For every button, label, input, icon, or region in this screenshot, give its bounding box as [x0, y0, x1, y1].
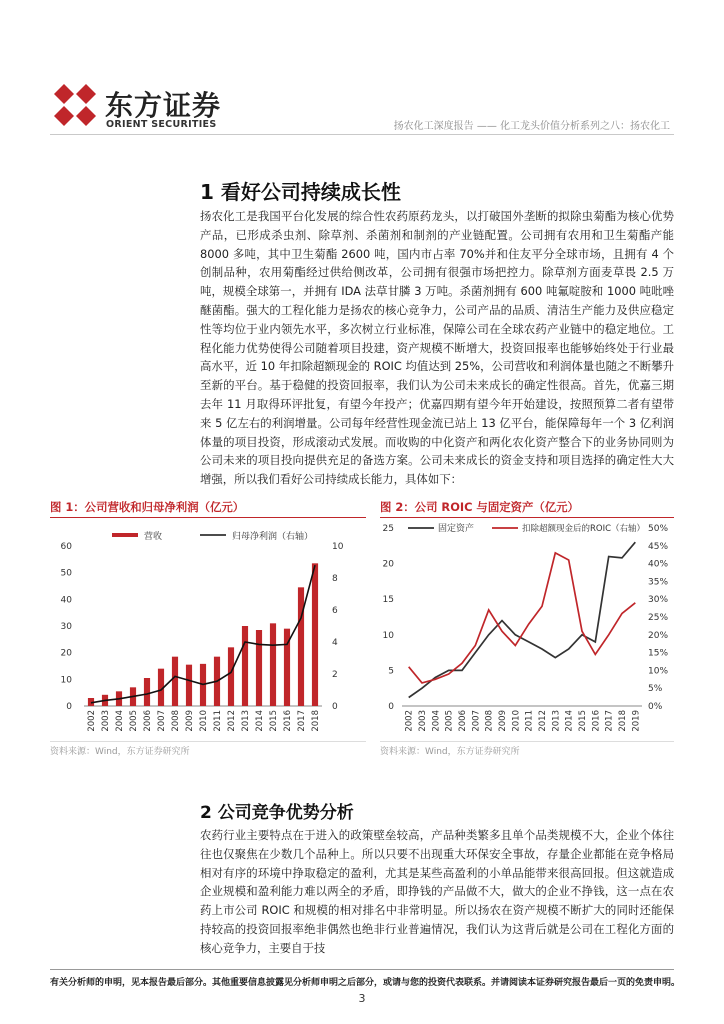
figure-1-chart	[50, 520, 366, 742]
x-tick-label: 2018	[311, 710, 321, 732]
figure-1-source: 资料来源：Wind，东方证券研究所	[50, 747, 190, 757]
logo-mark-icon	[50, 80, 100, 130]
company-logo	[50, 80, 100, 130]
section-2-paragraph: 农药行业主要特点在于进入的政策壁垒较高，产品种类繁多且单个品类规模不大，企业个体往往也仅聚焦在少数几个品种上。所以只要不出现重大环保安全事故，存量企业都能在竞争格局相对有序的环境中挣取稳定的盈利，尤其是某些高盈利的小单品能带来很高回报。但这就造成企业规模和盈利能力难以两全的矛盾，即挣钱的产品做不大，做大的企业不挣钱，这一点在农药上市公司 ROIC 和规模的相对排名中非常明显。所以扬农在资产规模不断扩大的同时还能保持较高的投资回报率绝非偶然也绝非行业普遍情况，我们认为这背后就是公司在工程化方面的核心竞争力，主要自于技	[200, 828, 674, 955]
y-left-tick-label: 30	[60, 622, 72, 632]
y-right-tick-label: 25%	[648, 613, 669, 623]
brand-name-cn: 东方证券	[105, 89, 222, 122]
x-tick-label: 2004	[115, 710, 125, 732]
y-left-tick-label: 25	[382, 524, 394, 534]
x-tick-label: 2009	[185, 710, 195, 732]
x-tick-label: 2016	[591, 710, 602, 732]
x-tick-label: 2015	[269, 710, 279, 732]
revenue-bar	[298, 587, 304, 706]
figure-1-title: 图 1：公司营收和归母净利润（亿元）	[50, 500, 245, 514]
figure-2-rule	[380, 517, 674, 518]
x-tick-label: 2012	[227, 710, 237, 732]
figure-1-rule	[50, 517, 366, 518]
y-left-tick-label: 20	[382, 559, 394, 570]
footer-disclaimer: 有关分析师的申明，见本报告最后部分。其他重要信息披露见分析师申明之后部分，或请与您的投资代表联系。并请阅读本证券研究报告最后一页的免责申明。	[50, 978, 681, 988]
brand-name-en: ORIENT SECURITIES	[106, 119, 217, 130]
x-tick-label: 2004	[431, 710, 442, 732]
y-right-tick-label: 10%	[648, 666, 669, 677]
footer-divider	[50, 969, 674, 970]
x-tick-label: 2018	[618, 710, 628, 732]
x-tick-label: 2014	[564, 710, 575, 732]
x-tick-label: 2008	[171, 710, 181, 732]
y-right-tick-label: 20%	[648, 630, 669, 641]
y-right-tick-label: 4	[332, 638, 338, 648]
y-right-tick-label: 10	[332, 542, 344, 552]
report-title: 扬农化工深度报告 —— 化工龙头价值分析系列之八：扬农化工	[393, 121, 670, 132]
x-tick-label: 2003	[101, 710, 111, 732]
x-tick-label: 2008	[484, 710, 495, 732]
x-tick-label: 2010	[511, 710, 522, 732]
y-right-tick-label: 2	[332, 670, 338, 680]
figure-1-source-rule	[50, 741, 366, 742]
x-tick-label: 2014	[255, 710, 265, 732]
revenue-bar	[186, 665, 192, 706]
x-tick-label: 2009	[498, 710, 508, 732]
y-right-tick-label: 5%	[648, 684, 663, 695]
x-tick-label: 2017	[297, 710, 307, 732]
y-right-tick-label: 15%	[648, 648, 669, 659]
x-tick-label: 2006	[458, 710, 468, 732]
x-tick-label: 2013	[241, 710, 251, 732]
y-right-tick-label: 6	[332, 606, 338, 616]
legend-label-roic: 扣除超额现金后的ROIC（右轴）	[522, 524, 646, 534]
figure-2-source-rule	[380, 741, 674, 742]
x-tick-label: 2011	[524, 710, 535, 732]
page-number: 3	[358, 992, 366, 1005]
y-left-tick-label: 40	[60, 595, 72, 606]
x-tick-label: 2005	[129, 710, 139, 732]
x-tick-label: 2010	[199, 710, 209, 732]
y-left-tick-label: 15	[382, 595, 394, 606]
legend-label-fixed-assets: 固定资产	[438, 524, 475, 534]
x-tick-label: 2015	[578, 710, 588, 732]
y-right-tick-label: 8	[332, 574, 338, 584]
y-left-tick-label: 50	[60, 568, 72, 579]
x-tick-label: 2017	[604, 710, 615, 732]
x-tick-label: 2012	[538, 710, 548, 732]
x-tick-label: 2007	[471, 710, 482, 732]
y-right-tick-label: 40%	[648, 559, 669, 570]
x-tick-label: 2006	[143, 710, 153, 732]
revenue-bar	[256, 630, 262, 706]
roic-line	[409, 553, 636, 683]
figure-2-chart	[380, 520, 674, 742]
section-1-paragraph: 扬农化工是我国平台化发展的综合性农药原药龙头，以打破国外垄断的拟除虫菊酯为核心优势产品，已形成杀虫剂、除草剂、杀菌剂和制剂的产业链配置。公司拥有农用和卫生菊酯产能 8000 多吨，其中卫生菊酯 2600 吨，国内市占率 70%并和住友平分全球市场，且拥有 4 个创制品种，农用菊酯经过供给侧改革，公司拥有很强市场把控力。除草剂方面麦草畏 2.5 万吨，规模全球第一，并拥有 IDA 法草甘膦 3 万吨。杀菌剂拥有 600 吨氟啶胺和 1000 吨吡唑醚菌酯。强大的工程化能力是扬农的核心竞争力，公司产品的品质、清洁生产能力及供应稳定性等均位于业内领先水平，多次树立行业标准，保障公司在全球农药产业链中的稳定地位。工程化能力优势使得公司随着项目投建，资产规模不断增大，投资回报率也能够始终处于行业最高水平，近 10 年扣除超额现金的 ROIC 均值达到 25%，公司营收和利润体量也随之不断攀升至新的平台。基于稳健的投资回报率，我们认为公司未来成长的确定性很高。首先，优嘉三期去年 11 月取得环评批复，有望今年投产；优嘉四期有望今年开始建设，按照预算二者有望带来 5 亿左右的利润增量。公司每年经营性现金流已站上 13 亿平台，能保障每年一个 3 亿利润体量的项目投资，形成滚动式发展。而收购的中化资产和两化农化资产整合下的业务协同则为公司未来的项目投向提供充足的备选方案。公司未来成长的资金支持和项目选择的确定性大大增强，所以我们看好公司持续成长能力，具体如下：	[200, 209, 674, 487]
revenue-bar	[270, 623, 276, 706]
header-divider	[50, 134, 674, 135]
y-right-tick-label: 50%	[648, 524, 669, 534]
legend-label-revenue: 营收	[144, 532, 163, 542]
y-left-tick-label: 10	[60, 675, 72, 686]
x-tick-label: 2019	[631, 710, 642, 732]
x-tick-label: 2011	[213, 710, 223, 732]
x-tick-label: 2002	[404, 710, 415, 732]
y-right-tick-label: 35%	[648, 577, 669, 588]
y-left-tick-label: 0	[66, 702, 72, 712]
figure-2-title: 图 2：公司 ROIC 与固定资产（亿元）	[380, 500, 579, 514]
section-1-heading: 1 看好公司持续成长性	[200, 180, 401, 204]
x-tick-label: 2013	[551, 710, 562, 732]
legend-label-profit: 归母净利润（右轴）	[232, 532, 314, 542]
y-right-tick-label: 45%	[648, 541, 669, 552]
x-tick-label: 2003	[418, 710, 428, 732]
revenue-bar	[144, 678, 150, 706]
y-left-tick-label: 0	[388, 702, 394, 712]
y-right-tick-label: 30%	[648, 595, 669, 606]
y-left-tick-label: 20	[60, 648, 72, 659]
revenue-bar	[312, 563, 318, 706]
x-tick-label: 2005	[444, 710, 455, 732]
section-2-heading: 2 公司竞争优势分析	[200, 803, 354, 823]
y-left-tick-label: 5	[388, 666, 394, 677]
revenue-bar	[228, 647, 234, 706]
x-tick-label: 2007	[157, 710, 167, 732]
revenue-bar	[172, 657, 178, 706]
legend-swatch-revenue	[112, 533, 138, 537]
fixed-assets-line	[409, 542, 636, 697]
figure-2-source: 资料来源：Wind，东方证券研究所	[380, 747, 520, 757]
y-left-tick-label: 60	[60, 542, 72, 552]
x-tick-label: 2002	[87, 710, 97, 732]
y-right-tick-label: 0	[332, 702, 338, 712]
y-left-tick-label: 10	[382, 630, 394, 641]
y-right-tick-label: 0%	[648, 702, 663, 712]
revenue-bar	[242, 626, 248, 706]
x-tick-label: 2016	[283, 710, 293, 732]
